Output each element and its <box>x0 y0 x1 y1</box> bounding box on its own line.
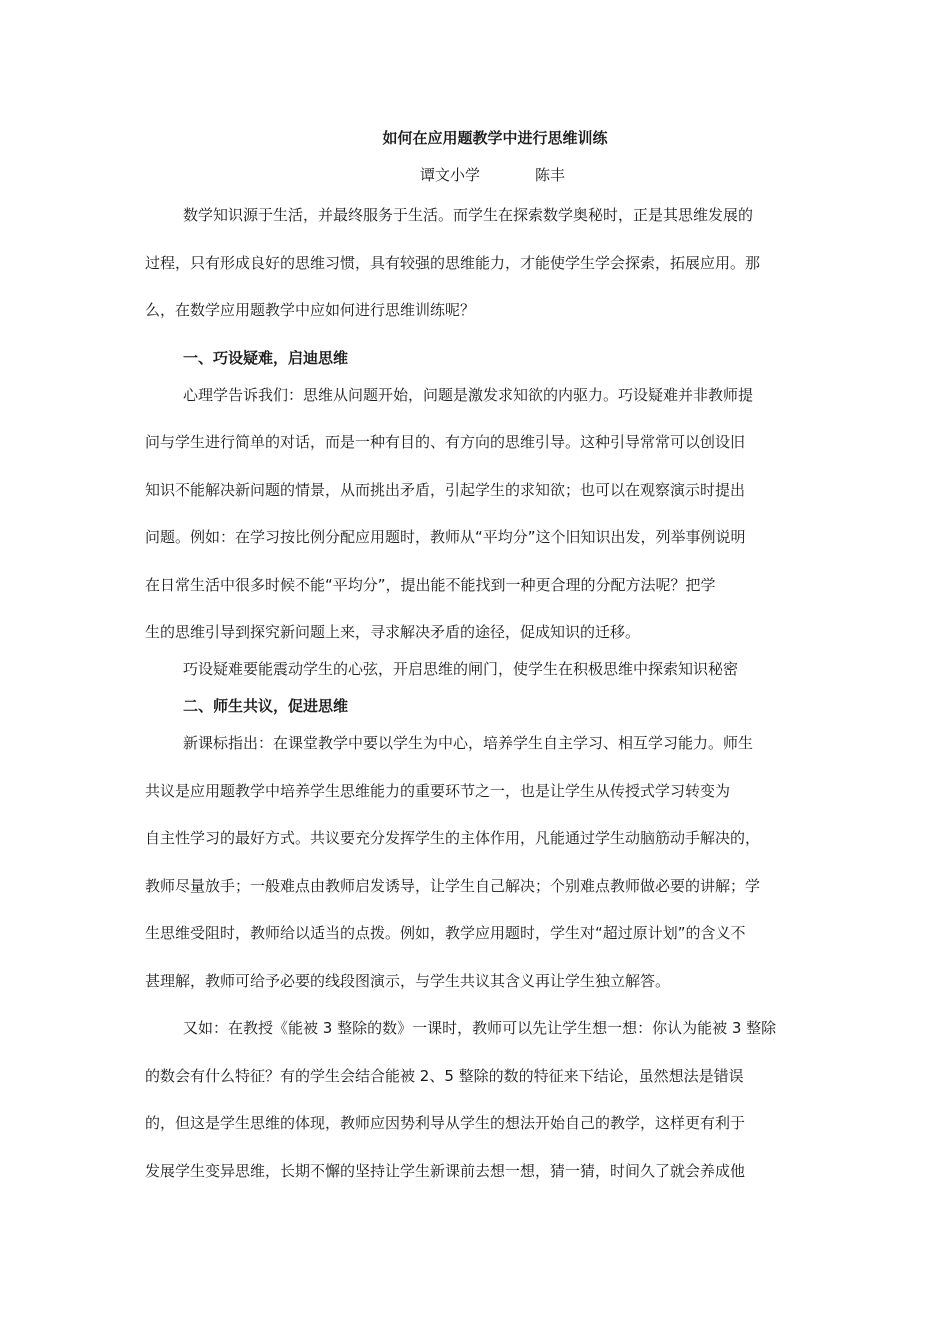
paragraph-line: 么，在数学应用题教学中应如何进行思维训练呢？ <box>145 301 476 319</box>
author-name: 陈丰 <box>535 166 566 184</box>
paragraph-line: 的，但这是学生思维的体现，教师应因势利导从学生的想法开始自己的教学，这样更有利于 <box>145 1114 746 1132</box>
paragraph-line: 甚理解，教师可给予必要的线段图演示，与学生共议其含义再让学生独立解答。 <box>145 971 671 990</box>
paragraph-line: 自主性学习的最好方式。共议要充分发挥学生的主体作用，凡能通过学生动脑筋动手解决的， <box>145 829 761 847</box>
paragraph-line: 问与学生进行简单的对话，而是一种有目的、有方向的思维引导。这种引导常常可以创设旧 <box>145 433 746 451</box>
document-body <box>145 201 817 1204</box>
paragraph-line: 知识不能解决新问题的情景，从而挑出矛盾，引起学生的求知欲；也可以在观察演示时提出 <box>145 480 746 499</box>
paragraph-line: 生思维受阻时，教师给以适当的点拨。例如，教学应用题时，学生对“超过原计划”的含义不 <box>145 924 746 942</box>
paragraph-line: 发展学生变异思维，长期不懈的坚持让学生新课前去想一想，猜一猜，时间久了就会养成他 <box>145 1161 746 1180</box>
paragraph-line: 教师尽量放手；一般难点由教师启发诱导，让学生自己解决；个别难点教师做必要的讲解；学 <box>145 876 761 895</box>
paragraph-line: 问题。例如：在学习按比例分配应用题时，教师从“平均分”这个旧知识出发，列举事例说明 <box>145 528 746 546</box>
paragraph-line: 新课标指出：在课堂教学中要以学生为中心，培养学生自主学习、相互学习能力。师生 <box>183 734 754 752</box>
document-title: 如何在应用题教学中进行思维训练 <box>382 129 608 147</box>
paragraph-line: 在日常生活中很多时候不能“平均分”，提出能不能找到一种更合理的分配方法呢？把学 <box>145 575 716 594</box>
section-heading: 二、师生共议，促进思维 <box>183 697 349 715</box>
paragraph-line: 生的思维引导到探究新问题上来，寻求解决矛盾的途径，促成知识的迁移。 <box>145 623 641 641</box>
paragraph-line: 过程，只有形成良好的思维习惯，具有较强的思维能力，才能使学生学会探索，拓展应用。那 <box>145 253 761 272</box>
paragraph-line: 又如：在教授《能被 3 整除的数》一课时，教师可以先让学生想一想：你认为能被 3 整除 <box>183 1019 777 1037</box>
paragraph-line: 心理学告诉我们：思维从问题开始，问题是激发求知欲的内驱力。巧设疑难并非教师提 <box>183 385 754 404</box>
byline <box>420 161 565 189</box>
paragraph-line: 巧设疑难要能震动学生的心弦，开启思维的闸门，使学生在积极思维中探索知识秘密 <box>183 660 739 678</box>
school-name: 谭文小学 <box>420 166 481 184</box>
paragraph-line: 共议是应用题教学中培养学生思维能力的重要环节之一，也是让学生从传授式学习转变为 <box>145 781 731 800</box>
paragraph-line: 的数会有什么特征？有的学生会结合能被 2、5 整除的数的特征来下结论，虽然想法是错误 <box>145 1066 744 1085</box>
paragraph-line: 数学知识源于生活，并最终服务于生活。而学生在探索数学奥秘时，正是其思维发展的 <box>183 206 754 224</box>
section-heading: 一、巧设疑难，启迪思维 <box>183 348 349 367</box>
